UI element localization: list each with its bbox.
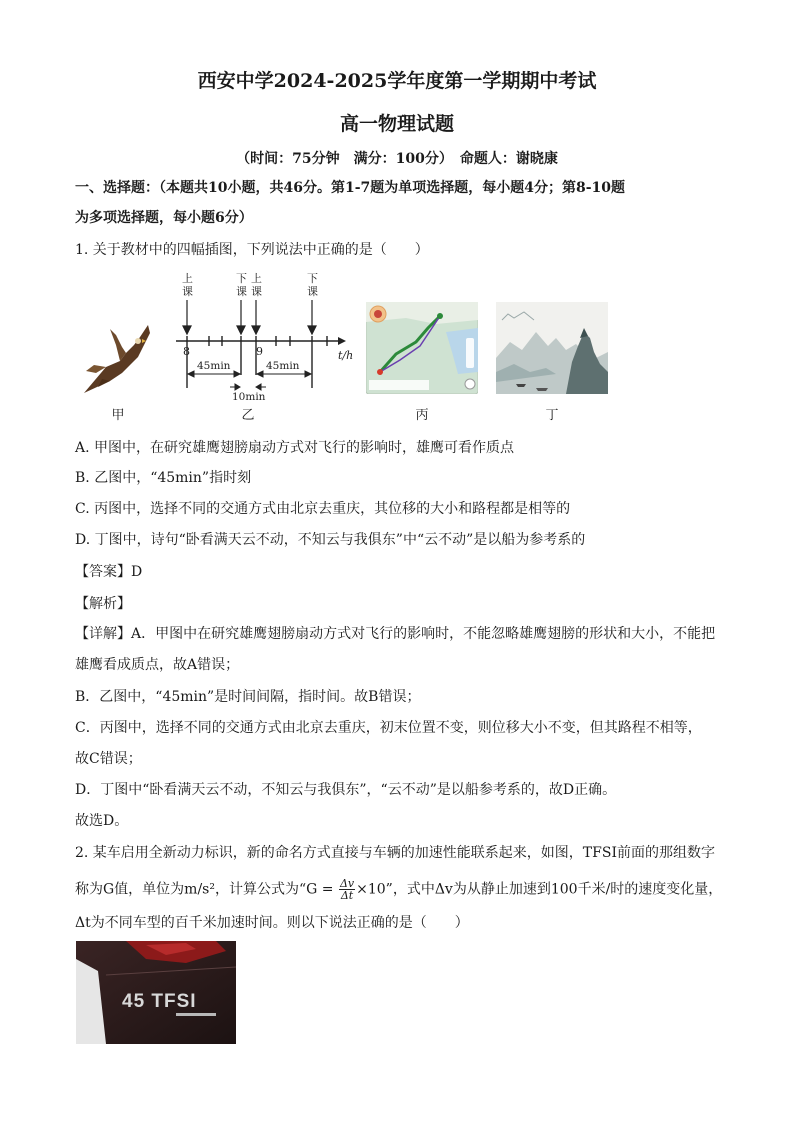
q2-line2 xyxy=(75,878,725,901)
label-top-c-2: 课 xyxy=(307,285,318,298)
gap-label: 10min xyxy=(232,391,266,402)
badge-text: 45 TFSI xyxy=(122,991,197,1012)
q1-option-b: B. 乙图中，“45min”指时刻 xyxy=(75,470,252,486)
q2-line2-post: ×10”，式中Δv为从静止加速到100千米/时的速度变化量， xyxy=(356,881,723,898)
span2-label: 45min xyxy=(266,360,300,372)
tick-8: 8 xyxy=(183,345,190,358)
q1-detail-line3: B．乙图中，“45min”是时间间隔，指时间。故B错误； xyxy=(75,689,421,705)
q1-option-c: C. 丙图中，选择不同的交通方式由北京去重庆，其位移的大小和路程都是相等的 xyxy=(75,501,571,517)
answer-value: D xyxy=(131,564,143,580)
eagle-icon xyxy=(84,325,150,393)
formula-fraction xyxy=(339,878,355,901)
q1-option-d: D. 丁图中，诗句“卧看满天云不动，不知云与我俱东”中“云不动”是以船为参考系的 xyxy=(75,532,586,548)
car-badge-photo xyxy=(76,941,236,1044)
fraction-numerator: Δv xyxy=(339,877,355,890)
eagle-figure xyxy=(76,315,154,397)
caption-bing: 丙 xyxy=(415,408,429,423)
span1-label: 45min xyxy=(197,360,231,372)
tick-9: 9 xyxy=(256,345,263,358)
section-heading-line2: 为多项选择题，每小题6分） xyxy=(75,210,253,226)
label-top-b2-2: 课 xyxy=(251,285,262,298)
q1-analysis-label: 【解析】 xyxy=(75,596,131,612)
label-top-b1-1: 下 xyxy=(236,272,247,285)
q1-option-a: A. 甲图中，在研究雄鹰翅膀扇动方式对飞行的影响时，雄鹰可看作质点 xyxy=(75,440,515,456)
q1-detail-line7: 故选D。 xyxy=(75,813,129,829)
label-top-c-1: 下 xyxy=(307,272,318,285)
q1-detail-line5: 故C错误； xyxy=(75,751,142,767)
q1-detail-line2: 雄鹰看成质点，故A错误； xyxy=(75,657,240,673)
q2-line1: 2. 某车启用全新动力标识，新的命名方式直接与车辆的加速性能联系起来，如图，TFSI前面的那组数字 xyxy=(75,845,715,861)
q1-stem: 1. 关于教材中的四幅插图，下列说法中正确的是（ ） xyxy=(75,242,429,258)
detail-label: 【详解】 xyxy=(75,626,131,642)
landscape-figure xyxy=(496,302,608,394)
q1-detail-line6: D．丁图中“卧看满天云不动，不知云与我俱东”，“云不动”是以船参考系的，故D正确。 xyxy=(75,782,617,798)
axis-label: t/h xyxy=(338,349,354,362)
fraction-denominator: Δt xyxy=(340,889,354,902)
section-heading-line1: 一、选择题：（本题共10小题，共46分。第1-7题为单项选择题，每小题4分；第8-10题 xyxy=(75,180,626,196)
exam-meta: （时间：75分钟 满分：100分） 命题人：谢晓康 xyxy=(236,151,558,167)
caption-jia: 甲 xyxy=(111,408,125,423)
exam-title: 西安中学2024-2025学年度第一学期期中考试 xyxy=(197,70,597,92)
timeline-figure xyxy=(168,270,358,402)
detail-text-1: A．甲图中在研究雄鹰翅膀扇动方式对飞行的影响时，不能忽略雄鹰翅膀的形状和大小，不能把 xyxy=(131,626,716,642)
label-top-a-1: 上 xyxy=(182,272,193,285)
q2-line3: Δt为不同车型的百千米加速时间。则以下说法正确的是（ ） xyxy=(75,915,469,931)
q1-detail-line4: C．丙图中，选择不同的交通方式由北京去重庆，初末位置不变，则位移大小不变，但其路程不相等， xyxy=(75,720,702,736)
caption-yi: 乙 xyxy=(241,408,255,423)
q1-answer xyxy=(75,562,725,582)
q2-line2-pre: 称为G值，单位为m/s²，计算公式为“G = xyxy=(75,881,334,898)
q1-detail-line1 xyxy=(75,624,725,644)
label-top-b2-1: 上 xyxy=(251,272,262,285)
label-top-a-2: 课 xyxy=(182,285,193,298)
answer-label: 【答案】 xyxy=(75,564,131,580)
label-top-b1-2: 课 xyxy=(236,285,247,298)
exam-subtitle: 高一物理试题 xyxy=(339,113,454,135)
avatar-icon xyxy=(370,306,386,322)
map-figure xyxy=(366,302,478,394)
caption-ding: 丁 xyxy=(545,408,559,423)
